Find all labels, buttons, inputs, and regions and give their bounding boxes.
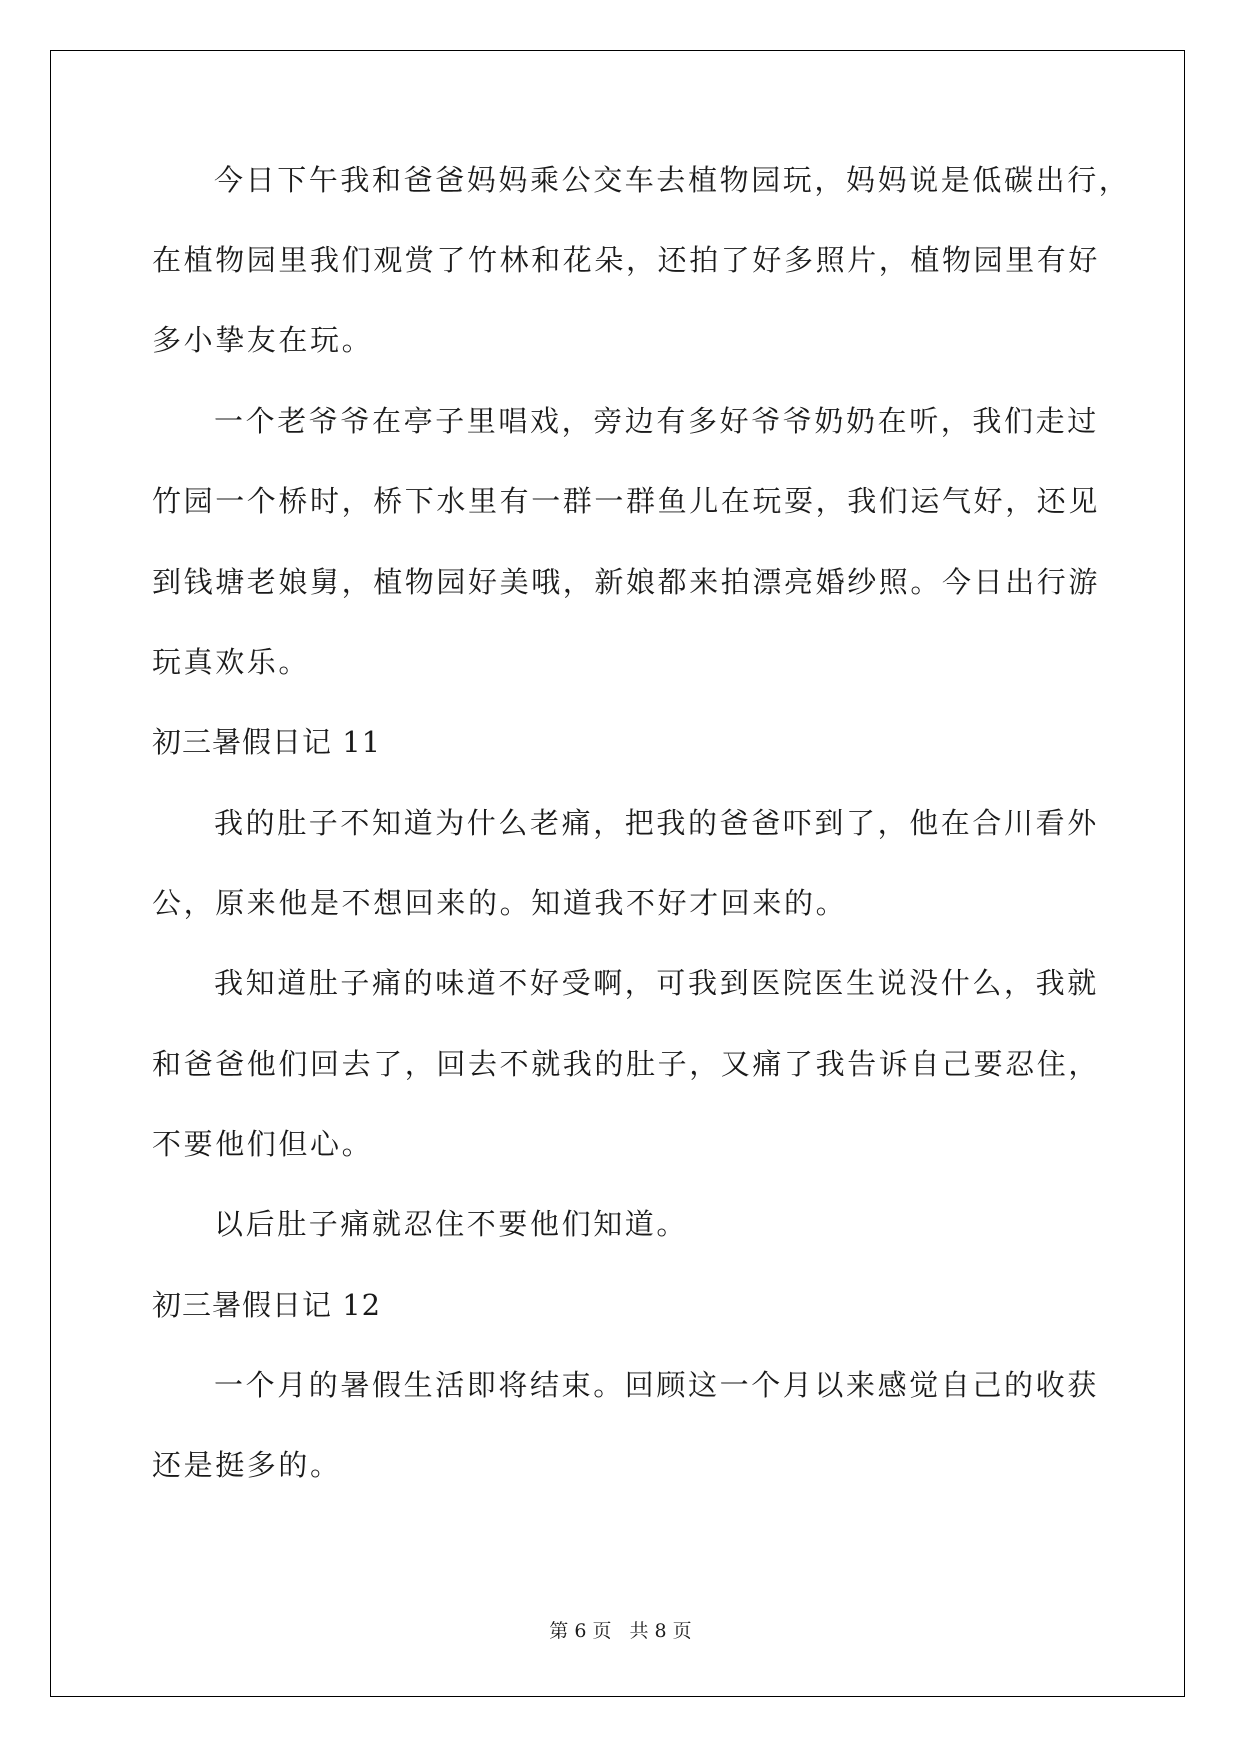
paragraph-6-line-1: 一个月的暑假生活即将结束。回顾这一个月以来感觉自己的收获 bbox=[214, 1368, 1099, 1402]
paragraph-4-line-1: 我知道肚子痛的味道不好受啊，可我到医院医生说没什么，我就 bbox=[214, 966, 1099, 1000]
paragraph-2-line-2: 竹园一个桥时，桥下水里有一群一群鱼儿在玩耍，我们运气好，还见 bbox=[152, 484, 1101, 518]
paragraph-5-line-1: 以后肚子痛就忍住不要他们知道。 bbox=[214, 1207, 689, 1241]
paragraph-1-line-1: 今日下午我和爸爸妈妈乘公交车去植物园玩，妈妈说是低碳出行， bbox=[214, 163, 1131, 197]
paragraph-1-line-2: 在植物园里我们观赏了竹林和花朵，还拍了好多照片，植物园里有好 bbox=[152, 243, 1101, 277]
paragraph-4-line-3: 不要他们但心。 bbox=[152, 1127, 374, 1161]
paragraph-1-line-3: 多小挚友在玩。 bbox=[152, 323, 374, 357]
diary-heading-11: 初三暑假日记 11 bbox=[152, 725, 382, 759]
diary-heading-12: 初三暑假日记 12 bbox=[152, 1288, 382, 1322]
paragraph-6-line-2: 还是挺多的。 bbox=[152, 1448, 342, 1482]
paragraph-2-line-3: 到钱塘老娘舅，植物园好美哦，新娘都来拍漂亮婚纱照。今日出行游 bbox=[152, 565, 1101, 599]
paragraph-3-line-1: 我的肚子不知道为什么老痛，把我的爸爸吓到了，他在合川看外 bbox=[214, 806, 1099, 840]
current-page-label: 第 6 页 bbox=[549, 1620, 612, 1642]
paragraph-2-line-1: 一个老爷爷在亭子里唱戏，旁边有多好爷爷奶奶在听，我们走过 bbox=[214, 404, 1099, 438]
paragraph-4-line-2: 和爸爸他们回去了，回去不就我的肚子，又痛了我告诉自己要忍住， bbox=[152, 1047, 1101, 1081]
page-footer bbox=[0, 1619, 1241, 1643]
total-pages-label: 共 8 页 bbox=[629, 1620, 692, 1642]
paragraph-2-line-4: 玩真欢乐。 bbox=[152, 645, 311, 679]
paragraph-3-line-2: 公，原来他是不想回来的。知道我不好才回来的。 bbox=[152, 886, 848, 920]
